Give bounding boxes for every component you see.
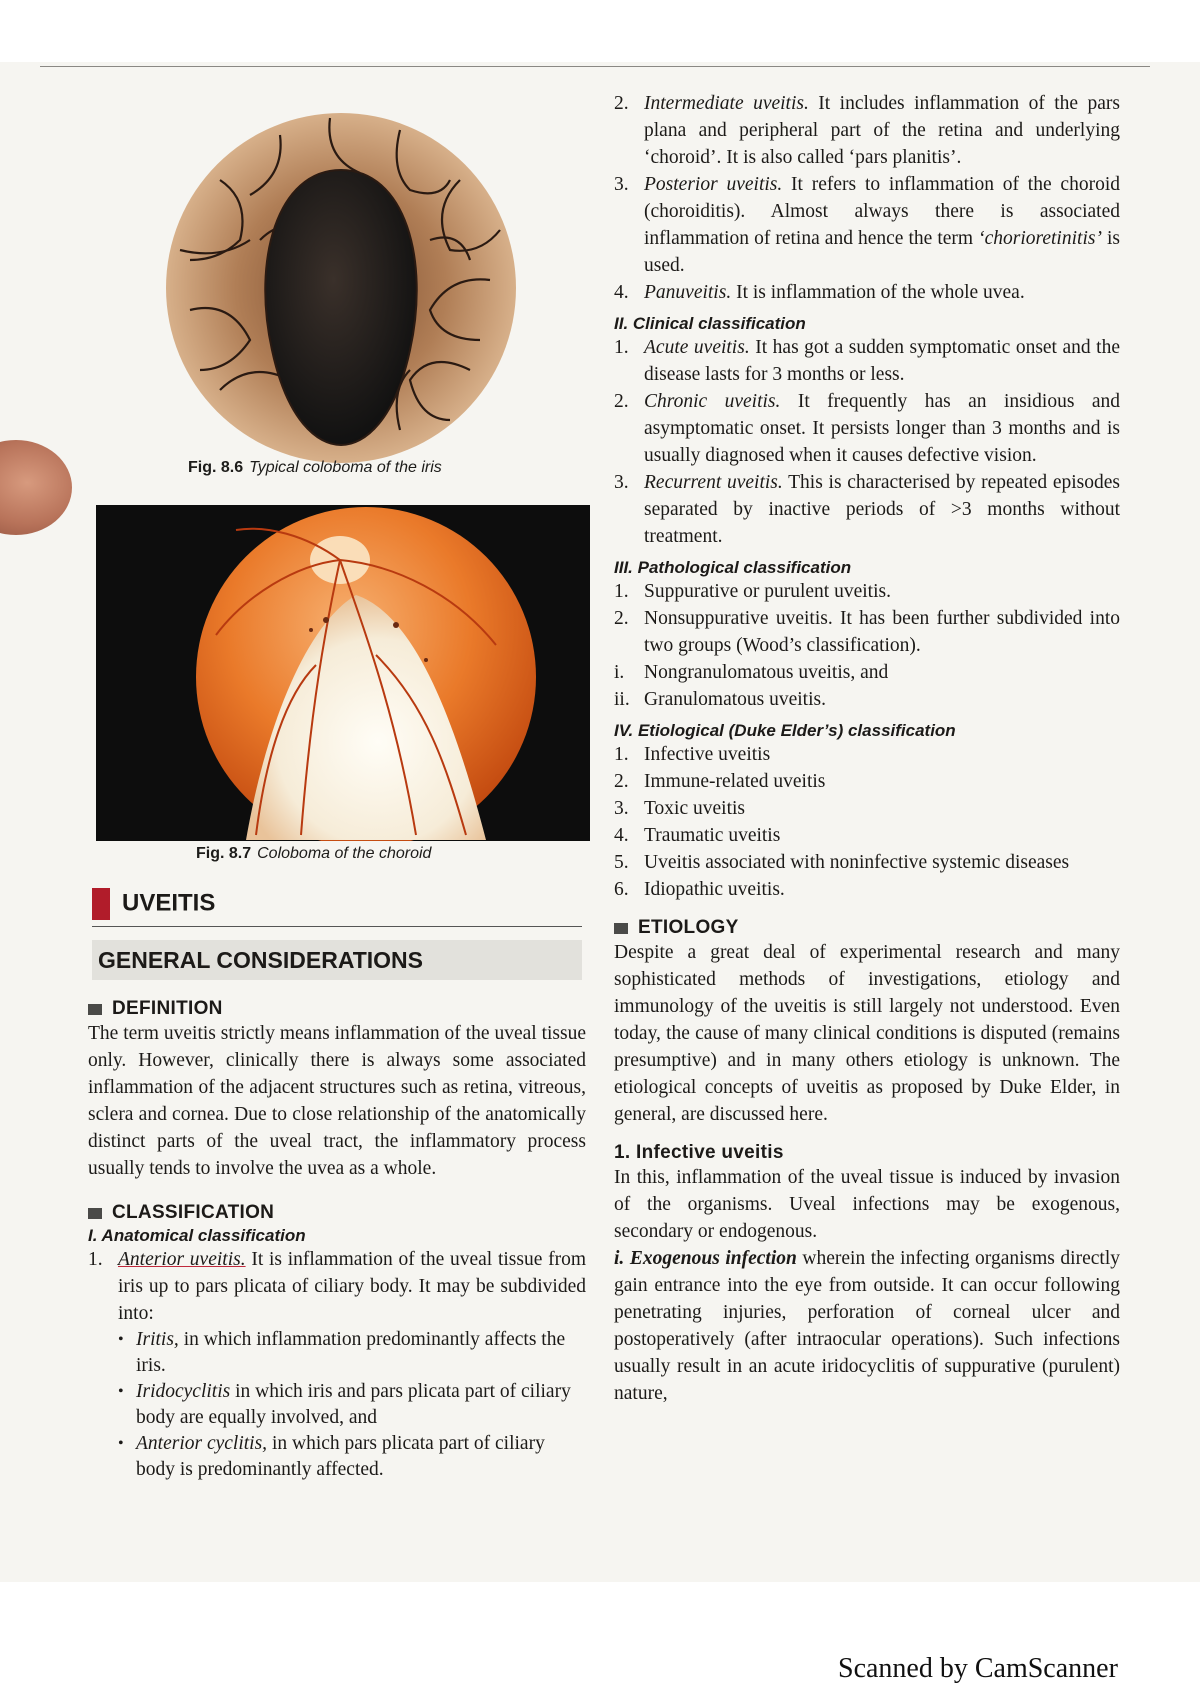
fig-8-6-caption: Fig. 8.6 Typical coloboma of the iris [188, 459, 442, 476]
bullet-iritis: • Iritis, in which inflammation predominantly affects the iris. [118, 1329, 566, 1376]
list-item: 5. Uveitis associated with noninfective systemic diseases [614, 852, 1070, 873]
pathological-classification-heading: III. Pathological classification [614, 558, 852, 577]
left-column [88, 998, 586, 1483]
list-item: 3. Toxic uveitis [614, 798, 745, 819]
bullet-anterior-cyclitis: • Anterior cyclitis, in which pars plicata part of ciliary body is predominantly affected. [118, 1433, 545, 1480]
square-bullet-icon [88, 1208, 102, 1219]
uveitis-heading: UVEITIS [92, 888, 582, 927]
definition-heading: DEFINITION [88, 998, 586, 1020]
posterior-uveitis-item: 3. Posterior uveitis. It refers to inflammation of the choroid (choroiditis). Almost always there is associated inflammation of retina and hence the term ‘chorioretinitis’ is used. [614, 174, 1120, 276]
list-item: 2. Immune-related uveitis [614, 771, 826, 792]
definition-text: The term uveitis strictly means inflammation of the uveal tissue only. However, clinically there is always some associated inflammation of the adjacent structures such as retina, vitreous, sclera and cornea. Due to close relationship of the anatomically distinct parts of the uveal tract, the inflammatory process usually tends to involve the uvea as a whole. [88, 1023, 586, 1179]
anterior-uveitis-item: 1. Anterior uveitis. It is inflammation of the uveal tissue from iris up to pars plicata of ciliary body. It may be subdivided into: [88, 1249, 586, 1324]
acute-uveitis-item: 1. Acute uveitis. It has got a sudden symptomatic onset and the disease lasts for 3 months or less. [614, 337, 1120, 385]
list-item: 1. Suppurative or purulent uveitis. [614, 581, 891, 602]
list-item: i. Nongranulomatous uveitis, and [614, 662, 889, 683]
heading-marker [92, 888, 110, 920]
etiological-classification-heading: IV. Etiological (Duke Elder’s) classification [614, 721, 956, 740]
square-bullet-icon [614, 923, 628, 934]
fig-8-7-caption: Fig. 8.7 Coloboma of the choroid [196, 845, 432, 862]
choroid-coloboma-figure [96, 505, 590, 841]
exogenous-infection-text: i. Exogenous infection wherein the infecting organisms directly gain entrance into the eye from outside. It can occur following penetrating injuries, perforation of corneal ulcer and postoperatively (after intraocular operations). Such infections usually result in an acute iridocyclitis of suppurative (purulent) nature, [614, 1248, 1120, 1404]
intermediate-uveitis-item: 2. Intermediate uveitis. It includes inflammation of the pars plana and peripheral part of the retina and underlying ‘choroid’. It is also called ‘pars planitis’. [614, 93, 1120, 168]
etiology-text: Despite a great deal of experimental research and many sophisticated methods of investigations, etiology and immunology of the uveitis is still largely not understood. Even today, the cause of many clinical conditions is disputed (remains presumptive) and in many others etiology is unknown. The etiological concepts of uveitis as proposed by Duke Elder, in general, are discussed here. [614, 942, 1120, 1125]
etiology-heading: ETIOLOGY [614, 917, 1120, 939]
list-item: 4. Traumatic uveitis [614, 825, 781, 846]
chronic-uveitis-item: 2. Chronic uveitis. It frequently has an insidious and asymptomatic onset. It persists longer than 3 months and is usually diagnosed when it causes defective vision. [614, 391, 1120, 466]
list-item: 1. Infective uveitis [614, 744, 771, 765]
infective-uveitis-heading: 1. Infective uveitis [614, 1142, 784, 1163]
top-rule [40, 66, 1150, 67]
camscanner-watermark: Scanned by CamScanner [838, 1653, 1118, 1684]
anatomical-classification-heading: I. Anatomical classification [88, 1226, 306, 1245]
classification-heading: CLASSIFICATION [88, 1202, 586, 1224]
clinical-classification-heading: II. Clinical classification [614, 314, 806, 333]
iris-coloboma-figure [160, 110, 522, 466]
list-item: ii. Granulomatous uveitis. [614, 689, 826, 710]
general-considerations-heading: GENERAL CONSIDERATIONS [92, 940, 582, 980]
infective-uveitis-text: In this, inflammation of the uveal tissue is induced by invasion of the organisms. Uveal infections may be exogenous, secondary or endogenous. [614, 1167, 1120, 1242]
list-item: 2. Nonsuppurative uveitis. It has been further subdivided into two groups (Wood’s classification). [614, 608, 1120, 656]
recurrent-uveitis-item: 3. Recurrent uveitis. This is characterised by repeated episodes separated by inactive periods of >3 months without treatment. [614, 472, 1120, 547]
list-item: 6. Idiopathic uveitis. [614, 879, 785, 900]
square-bullet-icon [88, 1004, 102, 1015]
right-column [614, 90, 1120, 1407]
bullet-iridocyclitis: • Iridocyclitis in which iris and pars plicata part of ciliary body are equally involved, and [118, 1381, 571, 1428]
panuveitis-item: 4. Panuveitis. It is inflammation of the whole uvea. [614, 282, 1025, 303]
